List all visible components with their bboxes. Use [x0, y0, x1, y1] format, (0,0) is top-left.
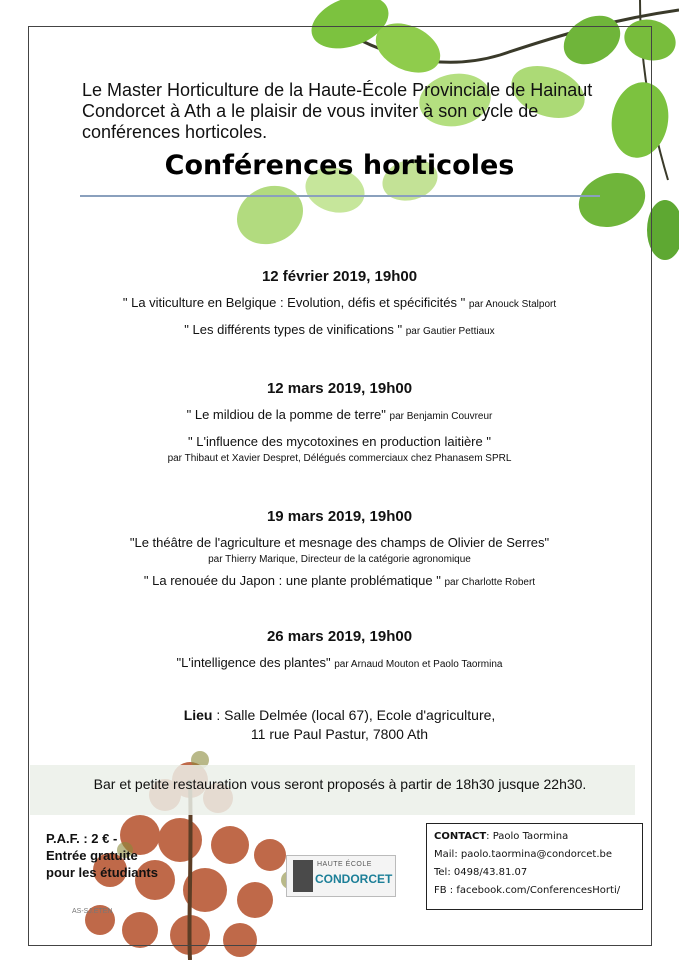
- talk-title: " La renouée du Japon : une plante problématique ": [143, 573, 441, 588]
- session-date: 26 mars 2019, 19h00: [266, 628, 413, 645]
- session-2: [0, 380, 679, 476]
- contact-box: [426, 823, 643, 910]
- talk-item: [0, 295, 679, 310]
- talk-speaker: par Charlotte Robert: [444, 577, 536, 588]
- bar-info: Bar et petite restauration vous seront proposés à partir de 18h30 jusque 22h30.: [93, 776, 587, 792]
- student-line-2: pour les étudiants: [46, 865, 158, 880]
- talk-title: " La viticulture en Belgique : Evolution, défis et spécificités ": [122, 295, 466, 310]
- logo-name: CONDORCET: [315, 872, 393, 886]
- intro-text: Le Master Horticulture de la Haute-École Provinciale de Hainaut Condorcet à Ath a le plaisir de vous inviter à son cycle de conférences horticoles.: [82, 80, 593, 142]
- talk-item: [0, 434, 679, 464]
- contact-mail[interactable]: Mail: paolo.taormina@condorcet.be: [434, 849, 613, 860]
- session-date: 19 mars 2019, 19h00: [266, 508, 413, 525]
- condorcet-logo: [286, 855, 396, 897]
- talk-title: " L'influence des mycotoxines en production laitière ": [188, 434, 491, 449]
- price-line: P.A.F. : 2 € -: [46, 831, 118, 846]
- talk-speaker: par Benjamin Couvreur: [389, 411, 493, 422]
- logo-mark-icon: [293, 860, 313, 892]
- footnote-text: AS-SJ.ETEN: [72, 908, 113, 915]
- venue-line-2: 11 rue Paul Pastur, 7800 Ath: [250, 726, 429, 742]
- title-divider: [80, 195, 600, 197]
- page-title: Conférences horticoles: [164, 150, 515, 181]
- session-date: 12 mars 2019, 19h00: [266, 380, 413, 397]
- talk-speaker: par Arnaud Mouton et Paolo Taormina: [334, 659, 503, 670]
- talk-title: " Le mildiou de la pomme de terre": [186, 407, 386, 422]
- talk-speaker: par Thierry Marique, Directeur de la catégorie agronomique: [208, 554, 471, 565]
- talk-item: [0, 407, 679, 422]
- venue-label: Lieu: [183, 707, 213, 723]
- session-1: [0, 268, 679, 349]
- logo-subtitle: HAUTE ÉCOLE: [317, 861, 372, 868]
- talk-item: [0, 655, 679, 670]
- talk-speaker: par Thibaut et Xavier Despret, Délégués commerciaux chez Phanasem SPRL: [167, 453, 512, 464]
- talk-title: "L'intelligence des plantes": [176, 655, 331, 670]
- session-date: 12 février 2019, 19h00: [261, 268, 418, 285]
- talk-title: " Les différents types de vinifications ": [184, 322, 403, 337]
- talk-speaker: par Gautier Pettiaux: [405, 326, 495, 337]
- student-line-1: Entrée gratuite: [46, 848, 138, 863]
- session-4: [0, 628, 679, 682]
- contact-name: : Paolo Taormina: [486, 831, 569, 842]
- talk-speaker: par Anouck Stalport: [468, 299, 557, 310]
- contact-facebook[interactable]: FB : facebook.com/ConferencesHorti/: [434, 885, 621, 896]
- contact-label: CONTACT: [434, 831, 487, 842]
- talk-item: [0, 535, 679, 565]
- venue: [0, 706, 679, 744]
- venue-line-1: : Salle Delmée (local 67), Ecole d'agriculture,: [212, 707, 496, 723]
- talk-title: "Le théâtre de l'agriculture et mesnage des champs de Olivier de Serres": [129, 535, 550, 550]
- session-3: [0, 508, 679, 600]
- talk-item: [0, 573, 679, 588]
- price-info: [46, 830, 196, 881]
- contact-tel: Tel: 0498/43.81.07: [434, 867, 528, 878]
- talk-item: [0, 322, 679, 337]
